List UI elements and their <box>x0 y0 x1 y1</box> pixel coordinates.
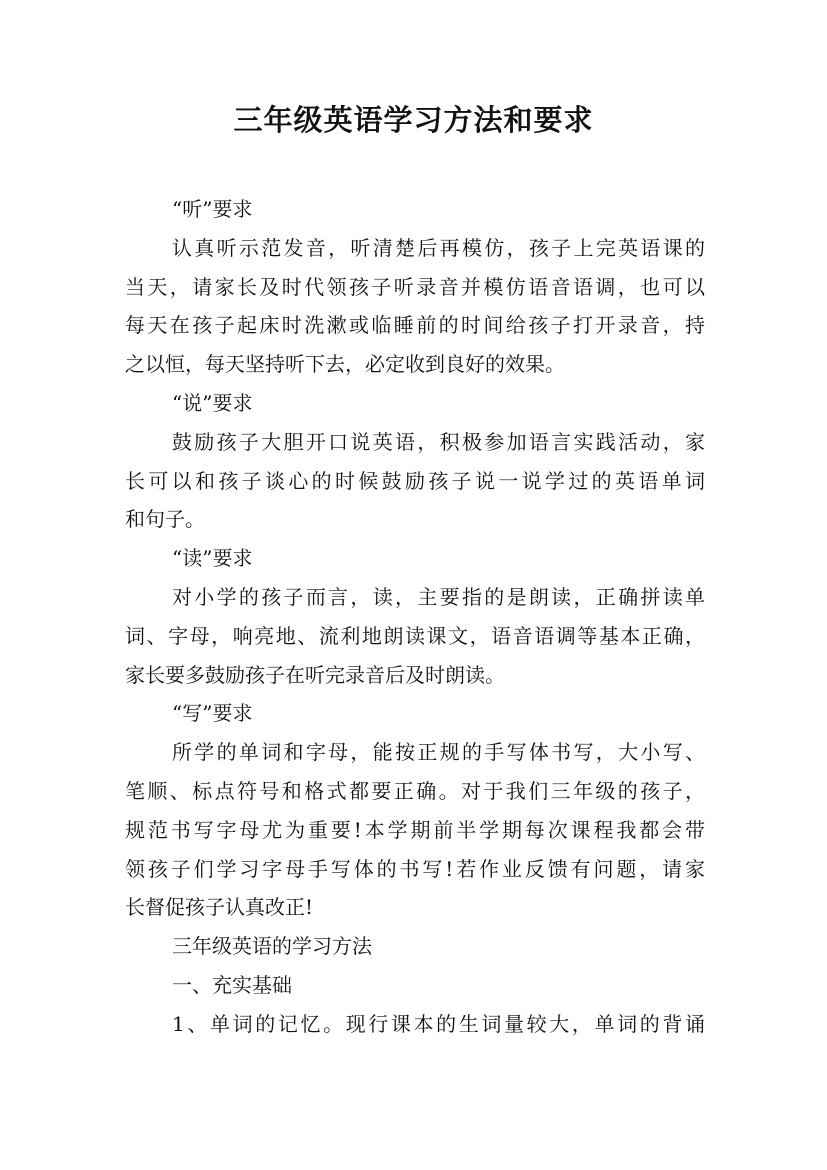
paragraph-line: 认真听示范发音，听清楚后再模仿，孩子上完英语课的 <box>172 235 705 260</box>
paragraph-line: 长督促孩子认真改正! <box>125 895 314 920</box>
paragraph-line: 对小学的孩子而言，读，主要指的是朗读，正确拼读单 <box>172 585 705 609</box>
paragraph-line: 所学的单词和字母，能按正规的手写体书写，大小写、 <box>172 740 705 765</box>
paragraph-line: 和句子。 <box>125 507 205 532</box>
paragraph-line: 每天在孩子起床时洗漱或临睡前的时间给孩子打开录音，持 <box>125 313 705 338</box>
paragraph-line: 领孩子们学习字母手写体的书写!若作业反馈有问题，请家 <box>125 856 705 881</box>
section-heading: “听”要求 <box>172 197 253 221</box>
paragraph-line: 当天，请家长及时代领孩子听录音并模仿语音语调，也可以 <box>125 274 705 299</box>
section-heading: “说”要求 <box>172 391 253 415</box>
paragraph-line: 长可以和孩子谈心的时候鼓励孩子说一说学过的英语单词 <box>125 468 705 493</box>
paragraph-line: 之以恒，每天坚持听下去，必定收到良好的效果。 <box>125 352 565 377</box>
section-heading: “写”要求 <box>172 701 253 726</box>
section-heading: 一、充实基础 <box>172 973 292 997</box>
paragraph-line: 笔顺、标点符号和格式都要正确。对于我们三年级的孩子， <box>125 779 705 803</box>
paragraph-line: 家长要多鼓励孩子在听完录音后及时朗读。 <box>125 662 505 687</box>
document-title: 三年级英语学习方法和要求 <box>233 103 594 137</box>
section-heading: 三年级英语的学习方法 <box>172 934 372 959</box>
paragraph-line: 词、字母，响亮地、流利地朗读课文，语音语调等基本正确， <box>125 623 705 648</box>
paragraph-line: 鼓励孩子大胆开口说英语，积极参加语言实践活动，家 <box>172 429 705 454</box>
paragraph-line: 1、单词的记忆。现行课本的生词量较大，单词的背诵 <box>172 1011 705 1036</box>
paragraph-line: 规范书写字母尤为重要!本学期前半学期每次课程我都会带 <box>125 817 705 842</box>
section-heading: “读”要求 <box>172 546 253 571</box>
